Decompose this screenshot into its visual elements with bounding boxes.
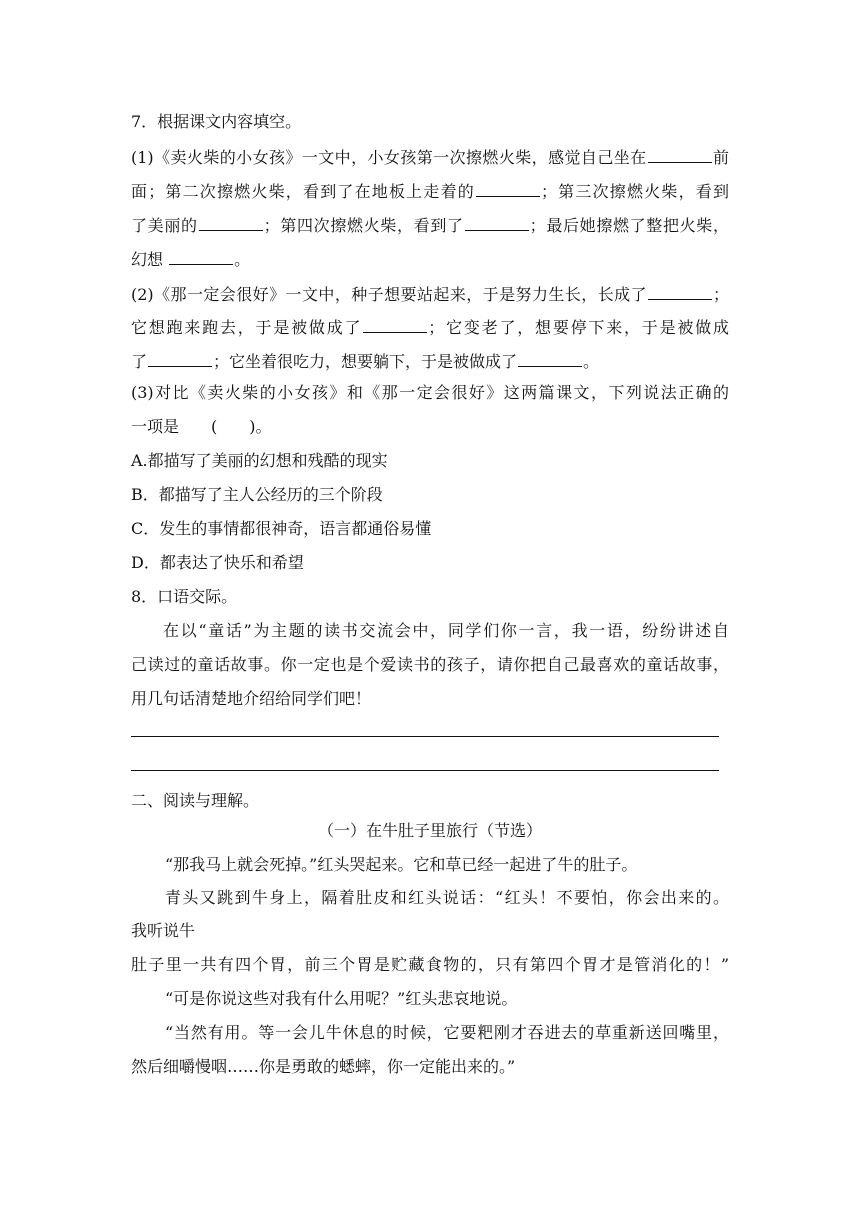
- answer-blank[interactable]: [363, 314, 427, 333]
- passage-line: “那我马上就会死掉。”红头哭起来。它和草已经一起进了牛的肚子。: [165, 855, 638, 874]
- q7-part2-line3: 了 ；它坐着很吃力，想要躺下，于是被做成了 。: [131, 348, 599, 372]
- option-a: A.都描写了美丽的幻想和残酷的现实: [131, 451, 388, 470]
- passage-line: 肚子里一共有四个胃，前三个胃是贮藏食物的，只有第四个胃才是管消化的！”: [131, 955, 729, 974]
- option-b: B．都描写了主人公经历的三个阶段: [131, 485, 383, 504]
- q7-part1-line4: 幻想 。: [131, 246, 250, 270]
- answer-blank[interactable]: [476, 178, 540, 197]
- q8-prompt-line1: 在以“童话”为主题的读书交流会中，同学们你一言，我一语，纷纷讲述自: [163, 621, 729, 640]
- q8-prompt-line3: 用几句话清楚地介绍给同学们吧！: [131, 689, 372, 708]
- question-8-title: 8．口语交际。: [131, 587, 238, 606]
- question-7-title: 7．根据课文内容填空。: [131, 112, 302, 131]
- answer-blank[interactable]: [148, 348, 212, 367]
- answer-line-1[interactable]: [131, 736, 719, 737]
- passage-line: 我听说牛: [131, 921, 196, 940]
- q8-prompt-line2: 己读过的童话故事。你一定也是个爱读书的孩子，请你把自己最喜欢的童话故事，: [131, 655, 729, 674]
- option-c: C．发生的事情都很神奇，语言都通俗易懂: [131, 519, 432, 538]
- q7-part1-line2: 面；第二次擦燃火柴，看到了在地板上走着的 ；第三次擦燃火柴，看到: [131, 178, 729, 202]
- answer-blank[interactable]: [199, 212, 263, 231]
- option-d: D．都表达了快乐和希望: [131, 553, 304, 572]
- q7-part3-line1: (3)对比《卖火柴的小女孩》和《那一定会很好》这两篇课文，下列说法正确的: [131, 383, 729, 402]
- q7-part3-line2: 一项是 ( )。: [131, 417, 272, 436]
- passage-line: 然后细嚼慢咽……你是勇敢的蟋蟀，你一定能出来的。”: [131, 1057, 516, 1076]
- passage-line: 青头又跳到牛身上，隔着肚皮和红头说话：“红头！不要怕，你会出来的。: [165, 888, 729, 907]
- q7-part1-line1: (1)《卖火柴的小女孩》一文中，小女孩第一次擦燃火柴，感觉自己坐在 前: [131, 144, 729, 168]
- section-2-heading: 二、阅读与理解。: [131, 791, 260, 810]
- answer-line-2[interactable]: [131, 770, 719, 771]
- answer-blank[interactable]: [518, 348, 582, 367]
- answer-blank[interactable]: [648, 281, 712, 300]
- answer-blank[interactable]: [465, 212, 529, 231]
- q7-part2-line2: 它想跑来跑去，于是被做成了 ；它变老了，想要停下来，于是被做成: [131, 314, 729, 338]
- answer-blank[interactable]: [169, 246, 233, 265]
- passage-title: （一）在牛肚子里旅行（节选）: [317, 821, 542, 840]
- passage-line: “可是你说这些对我有什么用呢？”红头悲哀地说。: [165, 989, 518, 1008]
- q7-part2-line1: (2)《那一定会很好》一文中，种子想要站起来，于是努力生长，长成了 ；: [131, 281, 729, 305]
- q7-part1-line3: 了美丽的 ；第四次擦燃火柴，看到了 ；最后她擦燃了整把火柴，: [131, 212, 729, 236]
- answer-blank[interactable]: [648, 144, 712, 163]
- passage-line: “当然有用。等一会儿牛休息的时候，它要粑刚才吞进去的草重新送回嘴里，: [165, 1023, 729, 1042]
